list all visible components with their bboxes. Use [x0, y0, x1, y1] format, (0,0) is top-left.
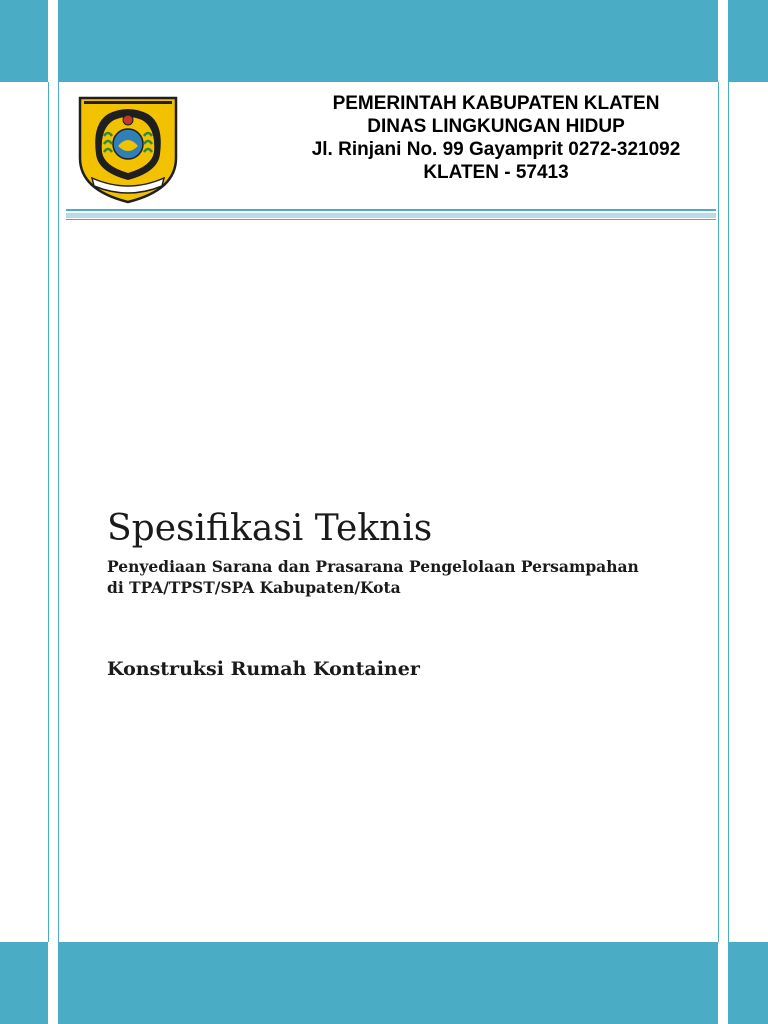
document-section-title: Konstruksi Rumah Kontainer [107, 658, 420, 680]
emblem-svg [78, 96, 178, 204]
letterhead-government: PEMERINTAH KABUPATEN KLATEN [332, 93, 660, 114]
border-line-left-2 [58, 82, 59, 942]
klaten-regency-emblem-icon [78, 96, 178, 204]
border-block-bottom-left [0, 942, 48, 1024]
letterhead-agency: DINAS LINGKUNGAN HIDUP [367, 116, 625, 137]
border-block-bottom-center [58, 942, 718, 1024]
letterhead-rule-middle [66, 213, 716, 218]
border-line-right-1 [718, 82, 719, 942]
border-block-top-right [728, 0, 768, 82]
border-block-top-center [58, 0, 718, 82]
letterhead-city: KLATEN - 57413 [423, 162, 569, 183]
document-subtitle-line-2: di TPA/TPST/SPA Kabupaten/Kota [107, 578, 401, 597]
letterhead [70, 92, 716, 210]
border-line-right-2 [728, 82, 729, 942]
document-subtitle-line-1: Penyediaan Sarana dan Prasarana Pengelolaan Persampahan [107, 557, 639, 576]
document-subtitle [107, 556, 697, 598]
letterhead-address: Jl. Rinjani No. 99 Gayamprit 0272-321092 [311, 139, 681, 160]
letterhead-rule-top [66, 209, 716, 211]
border-block-top-left [0, 0, 48, 82]
document-title: Spesifikasi Teknis [107, 508, 433, 549]
letterhead-text [276, 92, 716, 184]
border-block-bottom-right [728, 942, 768, 1024]
letterhead-rule-bottom [66, 219, 716, 220]
border-line-left-1 [48, 82, 49, 942]
